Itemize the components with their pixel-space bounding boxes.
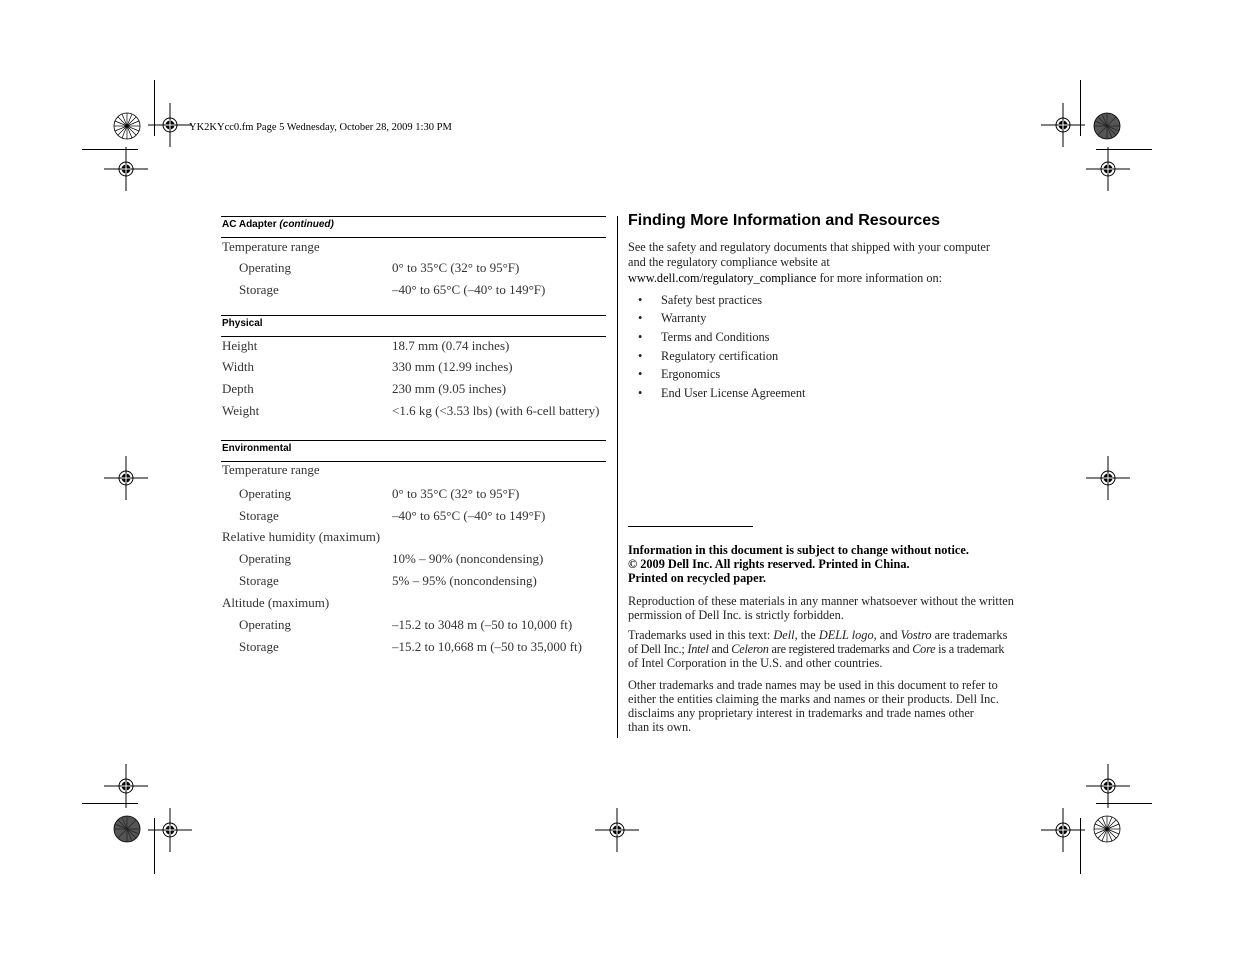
ac-adapter-top-rule <box>221 216 606 217</box>
ac-adapter-header-rule <box>221 237 606 238</box>
env-altitude-operating-value: –15.2 to 3048 m (–50 to 10,000 ft) <box>392 617 573 632</box>
other-trademarks-line-1: Other trademarks and trade names may be used in this document to refer to <box>628 678 998 692</box>
ac-storage-value: –40° to 65°C (–40° to 149°F) <box>392 282 546 297</box>
physical-top-rule <box>221 315 606 316</box>
other-trademarks-line-4: than its own. <box>628 720 692 734</box>
env-temp-operating-value: 0° to 35°C (32° to 95°F) <box>392 486 520 501</box>
env-altitude-operating-label: Operating <box>239 617 291 632</box>
notice-line-3: Printed on recycled paper. <box>628 571 766 585</box>
ac-operating-value: 0° to 35°C (32° to 95°F) <box>392 260 520 275</box>
intro-line-1: See the safety and regulatory documents that shipped with your computer <box>628 240 990 254</box>
registration-target-icon <box>148 808 192 852</box>
registration-target-icon <box>1086 147 1130 191</box>
registration-target-icon <box>104 147 148 191</box>
trademark-line-2: of Dell Inc.; Intel and Celeron are registered trademarks and Core is a trademark <box>628 642 1005 656</box>
env-altitude-storage-value: –15.2 to 10,668 m (–50 to 35,000 ft) <box>392 639 582 654</box>
env-humidity-label: Relative humidity (maximum) <box>222 529 381 544</box>
regulatory-url: www.dell.com/regulatory_compliance <box>628 271 817 285</box>
bullet-item: Warranty <box>661 311 707 325</box>
starburst-light-icon <box>113 112 141 140</box>
env-altitude-storage-label: Storage <box>239 639 279 654</box>
trademark-line-3: of Intel Corporation in the U.S. and other countries. <box>628 656 883 670</box>
bullet-marker: • <box>638 311 643 325</box>
ac-adapter-title: AC Adapter (continued) <box>222 219 334 230</box>
starburst-dark-icon <box>1093 112 1121 140</box>
other-trademarks-line-3: disclaims any proprietary interest in trademarks and trade names other <box>628 706 974 720</box>
intro-line-2: and the regulatory compliance website at <box>628 255 830 269</box>
bullet-marker: • <box>638 386 643 400</box>
other-trademarks-line-2: either the entities claiming the marks and names or their products. Dell Inc. <box>628 692 999 706</box>
trademark-line-1: Trademarks used in this text: Dell, the DELL logo, and Vostro are trademarks <box>628 628 1008 642</box>
env-temp-range-label: Temperature range <box>222 462 320 477</box>
bullet-item: Terms and Conditions <box>661 330 770 344</box>
registration-target-icon <box>1086 456 1130 500</box>
registration-target-icon <box>1041 103 1085 147</box>
bullet-item: Ergonomics <box>661 367 721 381</box>
env-humidity-storage-label: Storage <box>239 573 279 588</box>
reproduction-line-2: permission of Dell Inc. is strictly forbidden. <box>628 608 844 622</box>
bullet-marker: • <box>638 367 643 381</box>
env-humidity-operating-label: Operating <box>239 551 291 566</box>
physical-weight-label: Weight <box>222 403 260 418</box>
reproduction-line-1: Reproduction of these materials in any manner whatsoever without the written <box>628 594 1014 608</box>
registration-target-icon <box>1041 808 1085 852</box>
column-divider <box>617 216 618 738</box>
physical-depth-value: 230 mm (9.05 inches) <box>392 381 507 396</box>
starburst-light-icon <box>1093 815 1121 843</box>
environmental-title: Environmental <box>222 443 292 454</box>
bullet-item: End User License Agreement <box>661 386 806 400</box>
physical-width-label: Width <box>222 359 254 374</box>
bullet-marker: • <box>638 293 643 307</box>
env-humidity-storage-value: 5% – 95% (noncondensing) <box>392 573 537 588</box>
bullet-marker: • <box>638 349 643 363</box>
notice-line-1: Information in this document is subject to change without notice. <box>628 543 969 557</box>
notice-line-2: © 2009 Dell Inc. All rights reserved. Printed in China. <box>628 557 910 571</box>
ac-operating-label: Operating <box>239 260 291 275</box>
print-slug: YK2KYcc0.fm Page 5 Wednesday, October 28, 2009 1:30 PM <box>189 122 452 133</box>
physical-width-value: 330 mm (12.99 inches) <box>392 359 513 374</box>
registration-target-icon <box>1086 764 1130 808</box>
physical-depth-label: Depth <box>222 381 254 396</box>
intro-tail: for more information on: <box>816 271 943 285</box>
notice-separator <box>628 526 753 527</box>
bullet-item: Regulatory certification <box>661 349 779 363</box>
env-humidity-operating-value: 10% – 90% (noncondensing) <box>392 551 544 566</box>
env-temp-operating-label: Operating <box>239 486 291 501</box>
env-temp-storage-label: Storage <box>239 508 279 523</box>
ac-storage-label: Storage <box>239 282 279 297</box>
physical-height-label: Height <box>222 338 258 353</box>
env-altitude-label: Altitude (maximum) <box>222 595 330 610</box>
environmental-top-rule <box>221 440 606 441</box>
physical-header-rule <box>221 336 606 337</box>
env-temp-storage-value: –40° to 65°C (–40° to 149°F) <box>392 508 546 523</box>
bullet-item: Safety best practices <box>661 293 763 307</box>
physical-title: Physical <box>222 318 263 329</box>
intro-line-3 <box>628 271 942 287</box>
registration-target-icon <box>148 103 192 147</box>
physical-height-value: 18.7 mm (0.74 inches) <box>392 338 510 353</box>
physical-weight-value: <1.6 kg (<3.53 lbs) (with 6-cell battery) <box>392 403 600 418</box>
starburst-dark-icon <box>113 815 141 843</box>
section-heading: Finding More Information and Resources <box>628 212 941 229</box>
registration-target-icon <box>104 764 148 808</box>
bullet-marker: • <box>638 330 643 344</box>
registration-target-icon <box>595 808 639 852</box>
ac-temp-range-label: Temperature range <box>222 239 320 254</box>
registration-target-icon <box>104 456 148 500</box>
